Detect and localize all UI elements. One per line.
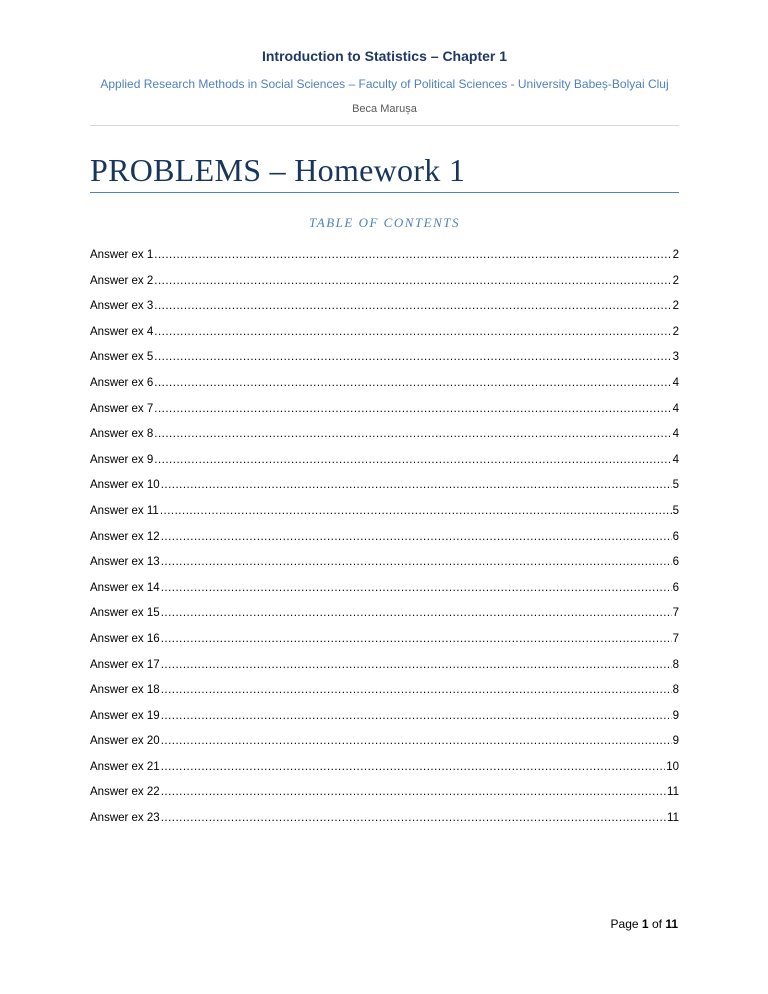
- toc-leader-dots: [161, 525, 672, 551]
- toc-entry-page[interactable]: 9: [672, 709, 679, 722]
- toc-entry[interactable]: [90, 550, 679, 576]
- toc-entry-label[interactable]: Answer ex 22: [90, 786, 160, 799]
- toc-entry-page[interactable]: 2: [672, 300, 679, 313]
- toc-entry[interactable]: [90, 576, 679, 602]
- toc-leader-dots: [161, 806, 666, 832]
- toc-leader-dots: [154, 243, 671, 269]
- toc-entry[interactable]: [90, 397, 679, 423]
- toc-entry[interactable]: [90, 243, 679, 269]
- toc-entry-label[interactable]: Answer ex 10: [90, 479, 160, 492]
- toc-entry[interactable]: [90, 448, 679, 474]
- toc-entry[interactable]: [90, 806, 679, 832]
- toc-entry-page[interactable]: 8: [672, 658, 679, 671]
- toc-entry-page[interactable]: 3: [672, 351, 679, 364]
- toc-entry[interactable]: [90, 269, 679, 295]
- toc-entry[interactable]: [90, 601, 679, 627]
- toc-entry-page[interactable]: 4: [672, 428, 679, 441]
- toc-entry-label[interactable]: Answer ex 20: [90, 735, 160, 748]
- toc-entry-label[interactable]: Answer ex 21: [90, 760, 160, 773]
- toc-entry[interactable]: [90, 729, 679, 755]
- footer-total-pages: 11: [665, 917, 678, 931]
- toc-entry-page[interactable]: 7: [672, 607, 679, 620]
- toc-leader-dots: [154, 320, 671, 346]
- toc-entry-page[interactable]: 9: [672, 735, 679, 748]
- toc-entry-label[interactable]: Answer ex 18: [90, 684, 160, 697]
- toc-entry[interactable]: [90, 345, 679, 371]
- toc-entry-label[interactable]: Answer ex 17: [90, 658, 160, 671]
- toc-entry-page[interactable]: 6: [672, 581, 679, 594]
- toc-entry-label[interactable]: Answer ex 1: [90, 249, 154, 261]
- header-title: Introduction to Statistics – Chapter 1: [261, 48, 508, 64]
- toc-entry-label[interactable]: Answer ex 8: [90, 428, 154, 441]
- toc-entry[interactable]: [90, 755, 679, 781]
- toc-entry-label[interactable]: Answer ex 16: [90, 632, 160, 645]
- toc-entry-page[interactable]: 6: [672, 556, 679, 569]
- toc-leader-dots: [154, 294, 671, 320]
- toc-entry-label[interactable]: Answer ex 19: [90, 709, 160, 722]
- toc-entry-page[interactable]: 5: [672, 504, 679, 517]
- footer-of-word: of: [651, 917, 662, 931]
- toc-entry-page[interactable]: 2: [672, 274, 679, 287]
- toc-leader-dots: [160, 499, 672, 525]
- toc-entry[interactable]: [90, 499, 679, 525]
- toc-entry-page[interactable]: 4: [672, 402, 679, 415]
- toc-entry[interactable]: [90, 473, 679, 499]
- toc-entry-label[interactable]: Answer ex 14: [90, 581, 160, 594]
- toc-entry-label[interactable]: Answer ex 6: [90, 376, 154, 389]
- header-subtitle: Applied Research Methods in Social Sciences – Faculty of Political Sciences - University Babeș-Bolyai Cluj: [100, 77, 669, 91]
- header-author: Beca Marușa: [352, 103, 417, 115]
- toc-entry-page[interactable]: 8: [672, 684, 679, 697]
- toc-entry-label[interactable]: Answer ex 13: [90, 556, 160, 569]
- toc-entry-page[interactable]: 11: [667, 786, 679, 799]
- toc-entry[interactable]: [90, 320, 679, 346]
- title-divider: [90, 192, 679, 193]
- toc-entry[interactable]: [90, 371, 679, 397]
- toc-heading: TABLE OF CONTENTS: [309, 215, 460, 230]
- toc-entry-page[interactable]: 2: [672, 249, 679, 261]
- toc-entry-page[interactable]: 4: [672, 376, 679, 389]
- toc-entry-page[interactable]: 5: [672, 479, 679, 492]
- toc-entry-label[interactable]: Answer ex 15: [90, 607, 160, 620]
- toc-entry-label[interactable]: Answer ex 12: [90, 530, 160, 543]
- toc-leader-dots: [161, 473, 672, 499]
- toc-entry-page[interactable]: 11: [667, 812, 679, 825]
- toc-entry[interactable]: [90, 678, 679, 704]
- toc-entry-page[interactable]: 7: [672, 632, 679, 645]
- header-divider: [90, 125, 679, 126]
- toc-leader-dots: [154, 448, 671, 474]
- toc-leader-dots: [161, 627, 672, 653]
- toc-entry-page[interactable]: 6: [672, 530, 679, 543]
- toc-entry[interactable]: [90, 525, 679, 551]
- toc-entry[interactable]: [90, 653, 679, 679]
- toc-leader-dots: [154, 397, 671, 423]
- toc-entry[interactable]: [90, 780, 679, 806]
- toc-entry[interactable]: [90, 704, 679, 730]
- page-footer: [611, 917, 678, 931]
- toc-leader-dots: [161, 780, 666, 806]
- toc-entry-label[interactable]: Answer ex 2: [90, 274, 154, 287]
- toc-entry[interactable]: [90, 294, 679, 320]
- toc-entry-label[interactable]: Answer ex 9: [90, 453, 154, 466]
- toc-entry-page[interactable]: 10: [666, 760, 679, 773]
- toc-entry-label[interactable]: Answer ex 5: [90, 351, 154, 364]
- toc-leader-dots: [161, 576, 672, 602]
- toc-entry[interactable]: [90, 422, 679, 448]
- toc-leader-dots: [154, 345, 671, 371]
- toc-entry[interactable]: [90, 627, 679, 653]
- toc-entry-page[interactable]: 2: [672, 325, 679, 338]
- toc-leader-dots: [154, 371, 671, 397]
- toc-leader-dots: [161, 653, 672, 679]
- toc-leader-dots: [161, 550, 672, 576]
- toc-entry-label[interactable]: Answer ex 11: [90, 504, 159, 517]
- toc-leader-dots: [154, 422, 671, 448]
- toc-entry-label[interactable]: Answer ex 7: [90, 402, 154, 415]
- toc-entry-label[interactable]: Answer ex 3: [90, 300, 154, 313]
- table-of-contents: [90, 243, 679, 832]
- toc-entry-label[interactable]: Answer ex 4: [90, 325, 154, 338]
- toc-leader-dots: [161, 729, 672, 755]
- toc-entry-label[interactable]: Answer ex 23: [90, 812, 160, 825]
- toc-leader-dots: [161, 678, 672, 704]
- toc-leader-dots: [161, 704, 672, 730]
- document-title: PROBLEMS – Homework 1: [90, 152, 466, 188]
- toc-leader-dots: [161, 601, 672, 627]
- footer-page-word: Page: [610, 917, 639, 931]
- toc-leader-dots: [161, 755, 666, 781]
- toc-entry-page[interactable]: 4: [672, 453, 679, 466]
- page-header: [90, 0, 679, 116]
- footer-current-page: 1: [641, 917, 649, 931]
- toc-leader-dots: [154, 269, 671, 295]
